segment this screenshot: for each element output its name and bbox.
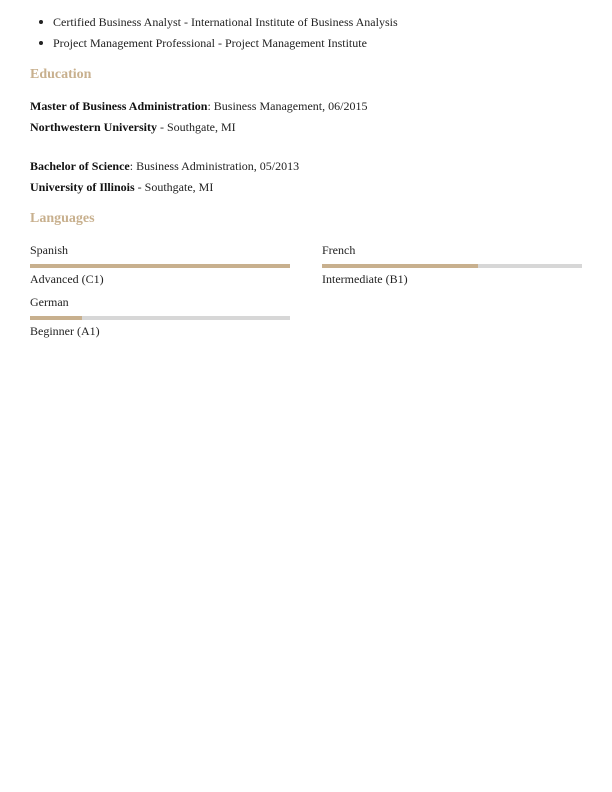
language-item-french	[322, 242, 582, 287]
education-degree-line	[30, 98, 367, 114]
certification-item	[30, 14, 590, 35]
certification-text: Certified Business Analyst - International Institute of Business Analysis	[53, 15, 398, 29]
bullet-icon	[39, 20, 43, 24]
proficiency-bar	[322, 264, 582, 268]
education-school-line	[30, 179, 213, 195]
school-location: - Southgate, MI	[134, 180, 214, 194]
language-name: French	[322, 243, 356, 257]
bullet-icon	[39, 41, 43, 45]
language-level: Advanced (C1)	[30, 272, 104, 286]
school-location: - Southgate, MI	[156, 120, 236, 134]
language-name: German	[30, 295, 69, 309]
language-level: Beginner (A1)	[30, 324, 100, 338]
school-name: University of Illinois	[30, 180, 135, 194]
language-item-spanish	[30, 242, 290, 287]
certification-item	[30, 35, 590, 56]
degree-name: Bachelor of Science	[30, 159, 130, 173]
language-name: Spanish	[30, 243, 69, 257]
school-name: Northwestern University	[30, 120, 157, 134]
degree-name: Master of Business Administration	[30, 99, 208, 113]
degree-details: : Business Management, 06/2015	[207, 99, 368, 113]
education-degree-line	[30, 158, 299, 174]
proficiency-bar-fill	[30, 264, 290, 268]
education-heading: Education	[30, 67, 92, 82]
languages-heading: Languages	[30, 211, 95, 226]
proficiency-bar	[30, 264, 290, 268]
language-item-german	[30, 294, 290, 339]
proficiency-bar-fill	[30, 316, 82, 320]
proficiency-bar-fill	[322, 264, 478, 268]
language-level: Intermediate (B1)	[322, 272, 408, 286]
certifications-list	[30, 14, 590, 56]
education-school-line	[30, 119, 236, 135]
proficiency-bar	[30, 316, 290, 320]
degree-details: : Business Administration, 05/2013	[129, 159, 300, 173]
certification-text: Project Management Professional - Project Management Institute	[53, 36, 367, 50]
